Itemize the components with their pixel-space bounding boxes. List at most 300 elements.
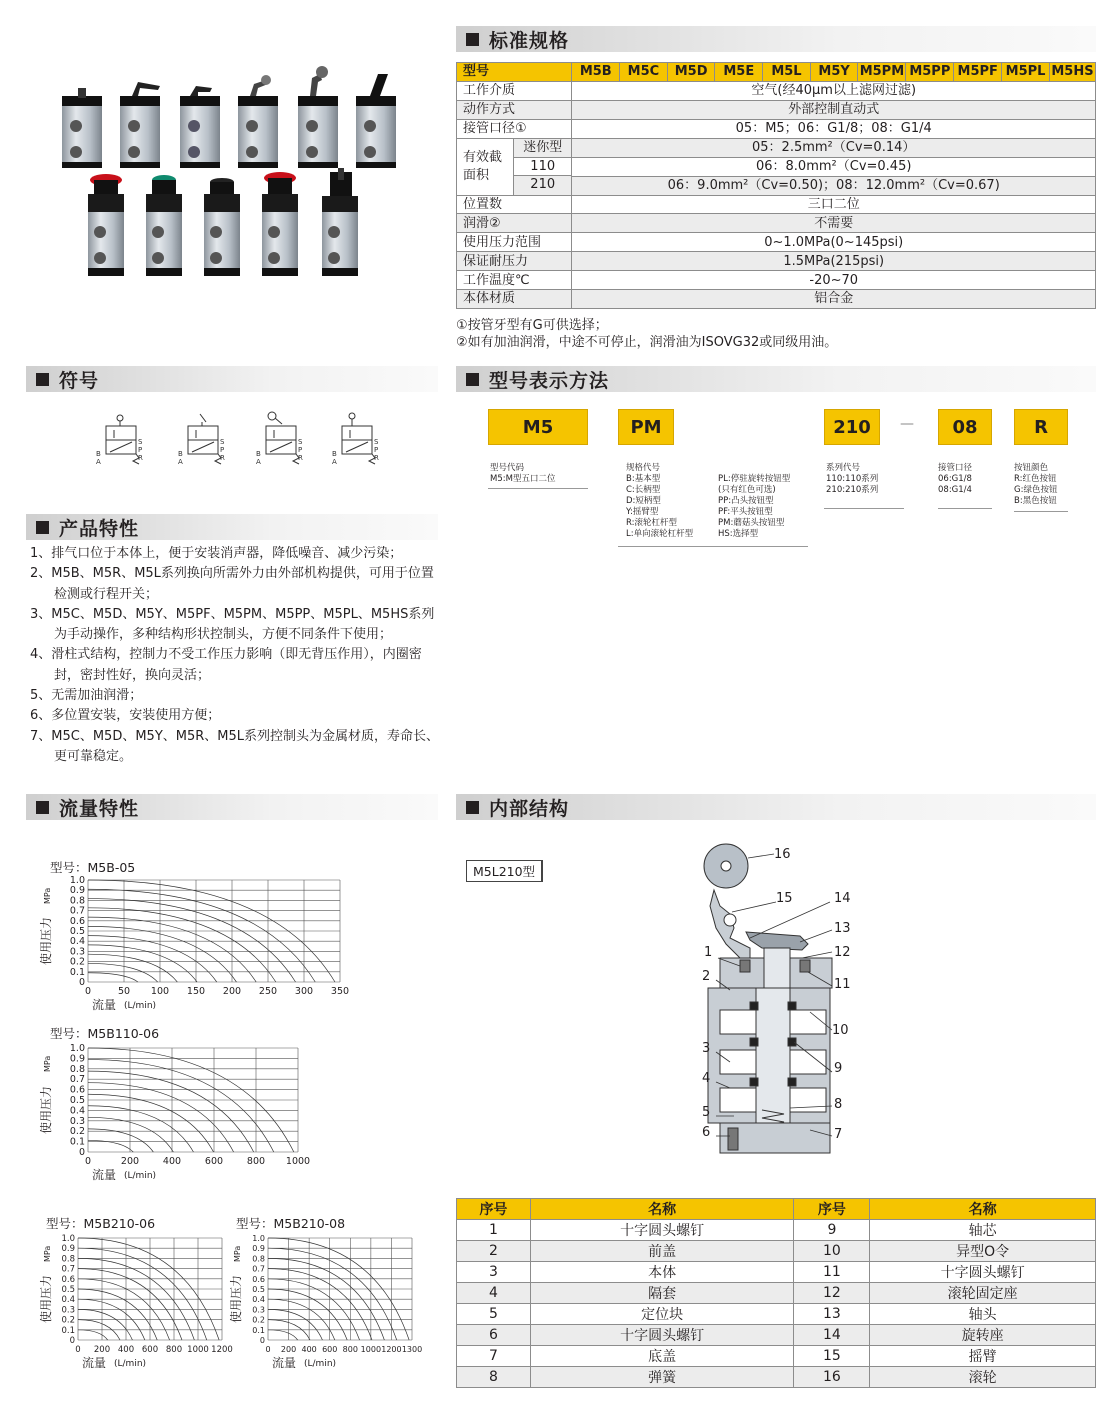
desc-line: Y:摇臂型 <box>626 507 659 517</box>
y-tick-label: 0.8 <box>61 1254 75 1265</box>
model-dash: — <box>900 416 914 432</box>
spec-header-cell: M5Y <box>810 63 858 82</box>
feature-item: 7、M5C、M5D、M5Y、M5R、M5L系列控制头为金属材质，寿命长、更可靠稳定。 <box>30 728 440 764</box>
desc-underline <box>488 488 588 489</box>
y-tick-label: 0.6 <box>252 1274 265 1284</box>
y-tick-label: 0.8 <box>252 1254 265 1264</box>
feature-item: 2、M5B、M5R、M5L系列换向所需外力由外部机构提供，可用于位置检测或行程开关； <box>30 566 434 602</box>
x-tick-label: 200 <box>280 1345 297 1354</box>
desc-line: 按钮颜色 <box>1014 463 1049 473</box>
spec-value: 05：M5；06：G1/8；08：G1/4 <box>572 119 1096 138</box>
spec-header-cell: M5L <box>763 63 811 82</box>
square-bullet-icon <box>466 33 479 46</box>
parts-cell: 滚轮 <box>870 1367 1096 1388</box>
desc-line: PL:停驻旋转按钮型 <box>718 474 791 484</box>
spec-note: ①按管牙型有G可供选择； <box>456 318 608 333</box>
parts-header-cell: 名称 <box>870 1199 1096 1220</box>
square-bullet-icon <box>466 373 479 386</box>
callout-15: 15 <box>776 891 793 906</box>
callout-8: 8 <box>834 1097 843 1112</box>
parts-cell: 5 <box>457 1304 531 1325</box>
model-desc-spec <box>626 463 693 540</box>
y-axis-label: 使用压力 <box>229 1274 243 1323</box>
flow-curve <box>88 973 138 982</box>
desc-line: 系列代号 <box>826 463 861 473</box>
y-tick-label: 0.5 <box>69 1095 85 1106</box>
parts-cell: 底盖 <box>530 1346 794 1367</box>
valve-m5hs-photo <box>322 168 358 276</box>
feature-item: 5、无需加油润滑； <box>30 688 143 704</box>
flow-chart-title: 型号：M5B-05 <box>50 860 136 875</box>
parts-cell: 十字圆头螺钉 <box>530 1325 794 1346</box>
parts-cell: 16 <box>794 1367 870 1388</box>
desc-line: M5:M型五口二位 <box>490 474 556 484</box>
parts-table <box>456 1198 1096 1388</box>
flow-curve <box>268 1289 347 1340</box>
spec-value: 06：9.0mm²（Cv=0.50)；08：12.0mm²（Cv=0.67) <box>572 176 1096 195</box>
flow-curve <box>268 1248 397 1340</box>
section-header-symbol <box>26 366 438 392</box>
callout-14: 14 <box>834 891 851 906</box>
flow-curve <box>88 936 217 982</box>
model-box-color: R <box>1014 409 1068 445</box>
desc-line: PF:平头按钮型 <box>718 507 773 517</box>
parts-cell: 7 <box>457 1346 531 1367</box>
spec-label: 接管口径① <box>457 119 572 138</box>
parts-row <box>457 1304 1096 1325</box>
x-axis-label: 流量 <box>82 1356 107 1370</box>
desc-line: L:单向滚轮杠杆型 <box>626 529 694 539</box>
x-axis-unit: (L/min) <box>304 1359 337 1369</box>
flow-curve <box>88 889 315 982</box>
valve-m5c-photo <box>120 82 160 168</box>
desc-underline <box>824 508 904 509</box>
callout-16: 16 <box>774 847 791 862</box>
desc-line: PP:凸头按钮型 <box>718 496 774 506</box>
flow-curve <box>88 1106 193 1152</box>
x-tick-label: 800 <box>342 1345 358 1354</box>
section-header-model <box>456 366 1096 392</box>
y-tick-label: 0.3 <box>61 1305 75 1316</box>
spec-header-row <box>457 63 1096 82</box>
desc-line: R:红色按钮 <box>1014 474 1057 484</box>
y-tick-label: 1.0 <box>61 1234 75 1244</box>
valve-m5r-photo <box>238 75 278 168</box>
spec-row <box>457 252 1096 271</box>
svg-text:R: R <box>298 454 303 462</box>
parts-cell: 11 <box>794 1262 870 1283</box>
spec-header-cell: M5E <box>715 63 763 82</box>
parts-cell: 旋转座 <box>870 1325 1096 1346</box>
y-tick-label: 0.6 <box>69 915 85 927</box>
parts-cell: 摇臂 <box>870 1346 1096 1367</box>
y-tick-label: 0.7 <box>69 905 85 917</box>
parts-cell: 6 <box>457 1325 531 1346</box>
callout-1: 1 <box>704 945 713 960</box>
callout-2: 2 <box>702 969 711 984</box>
desc-line: 接管口径 <box>938 463 973 473</box>
parts-cell: 13 <box>794 1304 870 1325</box>
y-tick-label: 0.3 <box>69 1115 85 1127</box>
x-axis-label: 流量 <box>92 998 117 1012</box>
y-tick-label: 0.5 <box>69 926 85 937</box>
svg-text:A: A <box>96 458 101 466</box>
y-tick-label: 0.5 <box>252 1285 265 1294</box>
callout-6: 6 <box>702 1125 711 1140</box>
svg-text:S: S <box>374 438 379 446</box>
flow-curve <box>78 1309 132 1340</box>
parts-cell: 8 <box>457 1367 531 1388</box>
feature-item: 4、滑柱式结构，控制力不受工作压力影响（即无背压作用），内圈密封，密封性好，换向灵活； <box>30 647 422 683</box>
model-box-series: M5 <box>488 409 588 445</box>
x-tick-label: 1000 <box>187 1345 209 1355</box>
x-tick-label: 250 <box>258 986 278 997</box>
desc-line: 规格代号 <box>626 463 661 473</box>
spec-label: 动作方式 <box>457 100 572 119</box>
callout-5: 5 <box>702 1105 711 1120</box>
y-axis-unit: MPa <box>43 1245 52 1262</box>
x-tick-label: 150 <box>186 986 206 997</box>
parts-cell: 弹簧 <box>530 1367 794 1388</box>
flow-curve <box>88 1094 214 1152</box>
flow-curve <box>88 945 197 982</box>
y-tick-label: 1.0 <box>69 875 85 886</box>
svg-text:A: A <box>332 458 337 466</box>
spec-label: 工作温度℃ <box>457 271 572 290</box>
model-desc-port <box>938 463 972 496</box>
feature-item: 1、排气口位于本体上，便于安装消声器，降低噪音、减少污染； <box>30 546 403 561</box>
parts-cell: 轴芯 <box>870 1220 1096 1241</box>
svg-text:P: P <box>374 446 379 454</box>
x-tick-label: 400 <box>162 1156 182 1167</box>
model-desc-series <box>826 463 878 496</box>
x-tick-label: 200 <box>222 986 242 997</box>
y-tick-label: 0.4 <box>69 936 85 948</box>
spec-value: 外部控制直动式 <box>572 100 1096 119</box>
square-bullet-icon <box>466 801 479 814</box>
spec-header-cell: M5PP <box>906 63 954 82</box>
features-list <box>30 544 442 767</box>
parts-cell: 前盖 <box>530 1241 794 1262</box>
parts-row <box>457 1325 1096 1346</box>
parts-header-cell: 名称 <box>530 1199 794 1220</box>
x-axis-unit: (L/min) <box>124 1001 157 1011</box>
valve-m5y-photo <box>356 74 396 168</box>
spec-value: 06：8.0mm²（Cv=0.45) <box>572 157 1096 176</box>
y-tick-label: 0.2 <box>69 956 85 968</box>
flow-chart-title: 型号：M5B210-06 <box>46 1216 156 1231</box>
y-tick-label: 0.3 <box>69 946 85 958</box>
svg-text:A: A <box>178 458 183 466</box>
desc-line: B:黑色按钮 <box>1014 496 1057 506</box>
y-tick-label: 0.6 <box>61 1274 75 1285</box>
spec-row <box>457 138 1096 157</box>
flow-chart-m5b110-06 <box>36 1040 316 1186</box>
parts-cell: 9 <box>794 1220 870 1241</box>
desc-line: (只有红色可选) <box>718 485 776 495</box>
y-tick-label: 0.7 <box>69 1074 85 1086</box>
parts-cell: 12 <box>794 1283 870 1304</box>
spec-value: 不需要 <box>572 214 1096 233</box>
desc-line: 型号代码 <box>490 463 525 473</box>
parts-row <box>457 1262 1096 1283</box>
y-tick-label: 0.1 <box>69 966 85 978</box>
desc-underline <box>618 546 808 547</box>
callout-9: 9 <box>834 1061 843 1076</box>
spec-row <box>457 119 1096 138</box>
x-tick-label: 0 <box>75 1345 81 1355</box>
svg-text:B: B <box>96 450 101 458</box>
callout-3: 3 <box>702 1041 711 1056</box>
x-axis-unit: (L/min) <box>114 1359 147 1369</box>
valve-m5pf-black-photo <box>204 178 240 276</box>
svg-text:R: R <box>220 454 225 462</box>
x-tick-label: 1000 <box>360 1345 382 1354</box>
flow-curve <box>88 899 296 982</box>
desc-underline <box>1014 511 1068 512</box>
spec-value: 三口二位 <box>572 195 1096 214</box>
svg-text:B: B <box>256 450 261 458</box>
valve-photos-image <box>40 60 440 290</box>
desc-line: 08:G1/4 <box>938 485 972 495</box>
spec-header-cell: M5D <box>667 63 715 82</box>
spec-label-effective-area <box>457 138 572 195</box>
feature-item: 3、M5C、M5D、M5Y、M5PF、M5PM、M5PP、M5PL、M5HS系列为手动操作，多种结构形状控制头，方便不同条件下使用； <box>30 606 435 643</box>
svg-text:A: A <box>256 458 261 466</box>
y-tick-label: 0.9 <box>69 1053 85 1065</box>
spec-row <box>457 214 1096 233</box>
y-tick-label: 0.7 <box>252 1264 265 1274</box>
y-tick-label: 0.4 <box>69 1105 85 1117</box>
internal-diagram <box>690 840 860 1165</box>
feature-item: 6、多位置安装，安装使用方便； <box>30 708 221 724</box>
flow-curve <box>78 1248 207 1340</box>
y-tick-label: 0.4 <box>61 1295 75 1306</box>
spec-label: 使用压力范围 <box>457 233 572 252</box>
product-photos <box>40 60 440 290</box>
spec-value: 0~1.0MPa(0~145psi) <box>572 233 1096 252</box>
svg-text:B: B <box>332 450 337 458</box>
y-tick-label: 0.8 <box>69 1063 85 1075</box>
svg-text:S: S <box>298 438 303 446</box>
spec-header-cell: 型号 <box>457 63 572 82</box>
callout-12: 12 <box>834 945 851 960</box>
parts-cell: 14 <box>794 1325 870 1346</box>
spec-sublabel: 迷你型 <box>513 139 571 158</box>
spec-header-cell: M5PM <box>859 64 905 80</box>
spec-row <box>457 81 1096 100</box>
section-title: 型号表示方法 <box>489 369 610 392</box>
spec-value: 空气(经40μm以上滤网过滤) <box>572 81 1096 100</box>
push-button-symbol-icon <box>96 415 143 466</box>
y-tick-label: 0.8 <box>69 895 85 907</box>
x-axis-label: 流量 <box>92 1168 117 1182</box>
spec-row <box>457 100 1096 119</box>
x-axis-label: 流量 <box>272 1356 297 1370</box>
valve-m5b-photo <box>62 88 102 168</box>
x-tick-label: 50 <box>117 986 131 997</box>
y-axis-label: 使用压力 <box>39 1274 53 1323</box>
x-axis-unit: (L/min) <box>124 1171 157 1181</box>
x-tick-label: 600 <box>322 1345 338 1354</box>
flow-curve <box>268 1330 298 1340</box>
model-box-port: 08 <box>938 409 992 445</box>
parts-header-cell: 序号 <box>457 1199 531 1220</box>
x-tick-label: 0 <box>265 1345 271 1354</box>
x-tick-label: 800 <box>246 1156 266 1167</box>
svg-text:S: S <box>220 438 225 446</box>
y-tick-label: 0 <box>78 1147 85 1158</box>
desc-line: HS:选择型 <box>718 529 759 539</box>
pneumatic-symbols-image <box>90 410 390 476</box>
x-tick-label: 1200 <box>381 1345 402 1354</box>
callout-7: 7 <box>834 1127 843 1142</box>
parts-cell: 15 <box>794 1346 870 1367</box>
x-tick-label: 600 <box>204 1156 224 1167</box>
desc-line: G:绿色按钮 <box>1014 485 1058 495</box>
x-tick-label: 600 <box>141 1345 159 1355</box>
flow-curve <box>78 1330 108 1340</box>
valve-m5d-photo <box>180 86 220 168</box>
spec-row <box>457 271 1096 290</box>
parts-row <box>457 1283 1096 1304</box>
spec-header-cell: M5C <box>620 63 668 82</box>
model-box-size: 210 <box>824 409 880 445</box>
spec-value: -20~70 <box>572 271 1096 290</box>
y-tick-label: 0.2 <box>61 1315 75 1326</box>
y-axis-label: 使用压力 <box>39 916 53 965</box>
y-tick-label: 0.9 <box>69 885 85 897</box>
callout-11: 11 <box>834 977 851 992</box>
x-tick-label: 400 <box>301 1345 317 1354</box>
y-tick-label: 0 <box>78 977 85 988</box>
x-tick-label: 1300 <box>401 1345 423 1354</box>
lever-symbol-icon <box>178 414 225 466</box>
spec-sublabel: 110 <box>513 158 571 176</box>
flow-curve <box>88 1140 133 1152</box>
y-tick-label: 0 <box>259 1336 265 1345</box>
x-tick-label: 350 <box>330 986 350 997</box>
model-desc-code <box>490 463 555 485</box>
x-tick-label: 200 <box>120 1156 140 1167</box>
spec-label: 有效截面积 <box>457 139 513 195</box>
x-tick-label: 100 <box>150 986 170 997</box>
parts-cell: 轴头 <box>870 1304 1096 1325</box>
section-title: 符号 <box>59 369 100 392</box>
y-tick-label: 0.9 <box>61 1244 75 1255</box>
spec-header-cell: M5B <box>572 63 620 82</box>
parts-cell: 1 <box>457 1220 531 1241</box>
y-axis-label: 使用压力 <box>39 1085 53 1134</box>
parts-cell: 十字圆头螺钉 <box>530 1220 794 1241</box>
desc-line: 06:G1/8 <box>938 474 972 484</box>
svg-text:P: P <box>138 446 143 454</box>
callout-4: 4 <box>702 1071 711 1086</box>
y-tick-label: 0.5 <box>61 1285 75 1295</box>
y-tick-label: 0 <box>69 1336 75 1346</box>
parts-header-cell: 序号 <box>794 1199 870 1220</box>
parts-row <box>457 1367 1096 1388</box>
x-tick-label: 0 <box>84 1156 92 1167</box>
parts-cell: 4 <box>457 1283 531 1304</box>
parts-row <box>457 1241 1096 1262</box>
valve-m5l-photo <box>298 66 338 168</box>
flow-chart-m5b210-06 <box>36 1230 236 1376</box>
plunger-symbol-icon <box>332 413 379 466</box>
x-tick-label: 800 <box>165 1345 183 1355</box>
svg-text:R: R <box>138 454 143 462</box>
desc-line: R:滚轮杠杆型 <box>626 518 678 528</box>
section-header-spec <box>456 26 1096 52</box>
desc-line: 210:210系列 <box>826 485 879 495</box>
flow-chart-title: 型号：M5B210-08 <box>236 1216 346 1231</box>
parts-cell: 3 <box>457 1262 531 1283</box>
parts-cell: 十字圆头螺钉 <box>870 1262 1096 1283</box>
callout-13: 13 <box>834 921 851 936</box>
svg-text:R: R <box>374 454 379 462</box>
flow-curve <box>88 1117 173 1152</box>
parts-cell: 异型O令 <box>870 1241 1096 1262</box>
spec-value: 05：2.5mm²（Cv=0.14） <box>572 138 1096 157</box>
flow-curve <box>88 1071 254 1152</box>
svg-text:S: S <box>138 438 143 446</box>
spec-sublabel: 210 <box>513 176 571 195</box>
spec-note: ②如有加油润滑，中途不可停止，润滑油为ISOVG32或同级用油。 <box>456 335 838 350</box>
x-tick-label: 1000 <box>285 1156 311 1167</box>
y-tick-label: 0.6 <box>69 1084 85 1096</box>
x-tick-label: 200 <box>93 1345 111 1355</box>
y-tick-label: 1.0 <box>69 1043 85 1054</box>
y-tick-label: 1.0 <box>252 1234 265 1243</box>
section-title: 流量特性 <box>59 797 140 820</box>
internal-structure-diagram <box>690 840 860 1165</box>
parts-cell: 滚轮固定座 <box>870 1283 1096 1304</box>
y-tick-label: 0.1 <box>69 1136 85 1148</box>
spec-label: 本体材质 <box>457 290 572 309</box>
callout-10: 10 <box>832 1023 849 1038</box>
section-header-features <box>26 514 438 540</box>
y-axis-unit: MPa <box>233 1245 242 1262</box>
spec-header-cell: M5PL <box>1002 63 1050 82</box>
parts-cell: 10 <box>794 1241 870 1262</box>
parts-row <box>457 1220 1096 1241</box>
model-desc-spec-2 <box>718 474 790 540</box>
flow-chart-m5b210-08 <box>226 1230 426 1376</box>
spec-value: 1.5MPa(215psi) <box>572 252 1096 271</box>
desc-line: D:短柄型 <box>626 496 661 506</box>
desc-line: C:长柄型 <box>626 485 661 495</box>
section-header-internal <box>456 794 1096 820</box>
y-tick-label: 0.1 <box>252 1325 265 1335</box>
parts-header-row <box>457 1199 1096 1220</box>
y-axis-unit: MPa <box>43 1055 52 1072</box>
spec-row <box>457 290 1096 309</box>
y-tick-label: 0.4 <box>252 1295 265 1305</box>
y-tick-label: 0.1 <box>61 1325 75 1336</box>
valve-m5pm-red-photo <box>88 174 124 276</box>
spec-table <box>456 62 1096 309</box>
desc-line: B:基本型 <box>626 474 661 484</box>
flow-chart-m5b-05 <box>36 872 356 1012</box>
square-bullet-icon <box>36 373 49 386</box>
y-tick-label: 0.3 <box>252 1305 265 1315</box>
spec-label: 润滑② <box>457 214 572 233</box>
spec-row <box>457 195 1096 214</box>
section-title: 产品特性 <box>59 517 140 540</box>
desc-line: 110:110系列 <box>826 474 879 484</box>
model-box-spec: PM <box>618 409 674 445</box>
y-tick-label: 0.9 <box>252 1244 265 1254</box>
